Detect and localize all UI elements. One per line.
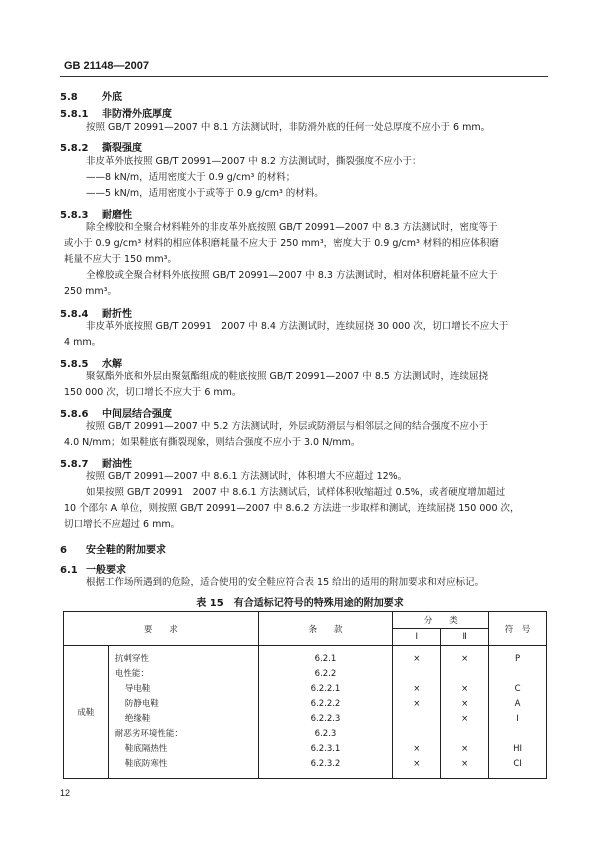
category-i-cell: ×	[413, 654, 421, 664]
paragraph: 非皮革外底按照 GB/T 20991—2007 中 8.2 方法测试时，撕裂强度不应小于：	[86, 156, 422, 167]
heading-title: 中间层结合强度	[102, 409, 172, 420]
paragraph-line: 全橡胶或全聚合材料外底按照 GB/T 20991—2007 中 8.3 方法测试时，相对体积磨耗量不应大于	[86, 270, 498, 281]
category-i-cell	[393, 727, 440, 742]
heading-number: 5.8.6	[60, 409, 89, 420]
requirement-cell: 绝缘鞋	[124, 714, 151, 724]
list-item: ——8 kN/m，适用密度大于 0.9 g/cm³ 的材料；	[86, 172, 296, 183]
clause-cell: 6.2.3.2	[310, 759, 341, 769]
category-i-cell: ×	[413, 699, 421, 709]
heading-5-8-2	[60, 139, 142, 154]
heading-title: 外底	[102, 92, 122, 103]
paragraph: 根据工作场所遇到的危险，适合使用的安全鞋应符合表 15 给出的适用的附加要求和对应标记。	[86, 577, 485, 588]
category-i-cell: ×	[413, 684, 421, 694]
heading-title: 非防滑外底厚度	[102, 109, 172, 120]
heading-5-8-5	[60, 355, 122, 370]
paragraph-line: 4 mm。	[64, 337, 102, 348]
heading-title: 一般要求	[86, 565, 126, 576]
header-category-ii: Ⅱ	[441, 629, 489, 646]
requirement-cell: 鞋底隔热性	[124, 744, 168, 754]
requirements-table	[63, 611, 547, 779]
clause-cell: 6.2.2.3	[310, 714, 341, 724]
heading-number: 5.8	[60, 92, 78, 103]
paragraph-line: 切口增长不应超过 6 mm。	[64, 519, 181, 530]
category-i-cell	[393, 712, 440, 727]
paragraph: 按照 GB/T 20991—2007 中 8.1 方法测试时，非防滑外底的任何一处总厚度不应小于 6 mm。	[86, 122, 491, 133]
heading-5-8-3	[60, 206, 132, 221]
clause-cell: 6.2.2	[314, 669, 337, 679]
paragraph-line: 聚氨酯外底和外层由聚氨酯组成的鞋底按照 GB/T 20991—2007 中 8.5 方法测试时，连续屈挠	[86, 371, 488, 382]
category-i-cell: ×	[413, 744, 421, 754]
table-caption: 表 15 有合适标记符号的特殊用途的附加要求	[196, 598, 404, 609]
paragraph-line: 耗量不应大于 150 mm³。	[64, 254, 177, 265]
group-label: 成鞋	[64, 646, 109, 779]
header-symbol: 符 号	[489, 612, 547, 646]
symbol-column	[489, 646, 547, 779]
clause-cell: 6.2.3.1	[310, 744, 341, 754]
heading-6-1	[60, 561, 126, 576]
category-ii-column	[441, 646, 489, 779]
heading-5-8-1	[60, 105, 172, 120]
standard-code: GB 21148—2007	[64, 60, 150, 72]
heading-number: 5.8.2	[60, 143, 89, 154]
paragraph-line: 150 000 次，切口增长不应大于 6 mm。	[64, 387, 242, 398]
requirement-cell: 鞋底防寒性	[124, 759, 168, 769]
heading-number: 5.8.5	[60, 359, 89, 370]
symbol-cell	[489, 667, 546, 682]
category-ii-cell	[441, 727, 488, 742]
heading-title: 耐油性	[102, 459, 132, 470]
header-category-i: Ⅰ	[393, 629, 441, 646]
header-rule	[60, 76, 548, 77]
category-ii-cell: ×	[461, 699, 469, 709]
header-category: 分 类	[393, 612, 489, 629]
heading-number: 6.1	[60, 565, 78, 576]
paragraph-line: 或小于 0.9 g/cm³ 材料的相应体积磨耗量不应大于 250 mm³，密度大于 0.9 g/cm³ 材料的相应体积磨	[64, 238, 499, 249]
category-ii-cell: ×	[461, 759, 469, 769]
symbol-cell: C	[514, 684, 521, 694]
symbol-cell	[489, 727, 546, 742]
requirement-cell: 耐恶劣环境性能：	[114, 729, 183, 739]
category-ii-cell: ×	[461, 654, 469, 664]
heading-number: 6	[60, 545, 67, 556]
heading-number: 5.8.3	[60, 210, 89, 221]
paragraph: 按照 GB/T 20991—2007 中 8.6.1 方法测试时，体积增大不应超过 12%。	[86, 471, 408, 482]
paragraph-line: 如果按照 GB/T 20991 2007 中 8.6.1 方法测试后，试样体积收缩超过 0.5%，或者硬度增加超过	[86, 487, 506, 498]
category-i-cell: ×	[413, 759, 421, 769]
category-i-cell	[393, 667, 440, 682]
header-clause: 条 款	[258, 612, 393, 646]
requirement-cell: 电性能：	[114, 669, 149, 679]
heading-title: 安全鞋的附加要求	[86, 545, 166, 556]
heading-5-8	[60, 88, 122, 103]
heading-number: 5.8.7	[60, 459, 89, 470]
clause-cell: 6.2.1	[314, 654, 337, 664]
heading-title: 耐磨性	[102, 210, 132, 221]
heading-title: 耐折性	[102, 309, 132, 320]
category-ii-cell: ×	[461, 684, 469, 694]
heading-title: 撕裂强度	[102, 143, 142, 154]
clause-cell: 6.2.3	[314, 729, 337, 739]
clause-cell: 6.2.2.2	[310, 699, 341, 709]
clause-column	[258, 646, 393, 779]
list-item: ——5 kN/m，适用密度小于或等于 0.9 g/cm³ 的材料。	[86, 188, 324, 199]
heading-5-8-6	[60, 405, 172, 420]
heading-5-8-4	[60, 305, 132, 320]
heading-5-8-7	[60, 455, 132, 470]
symbol-cell: A	[514, 699, 521, 709]
symbol-cell: P	[514, 654, 521, 664]
page-number: 12	[60, 788, 71, 798]
symbol-cell: CI	[513, 759, 522, 769]
paragraph-line: 除全橡胶和全聚合材料鞋外的非皮革外底按照 GB/T 20991—2007 中 8.3 方法测试时，密度等于	[86, 222, 498, 233]
heading-6	[60, 541, 166, 556]
symbol-cell: I	[516, 714, 519, 724]
paragraph-line: 4.0 N/mm；如果鞋底有撕裂现象，则结合强度不应小于 3.0 N/mm。	[64, 437, 361, 448]
category-i-column	[393, 646, 441, 779]
requirement-cell: 防静电鞋	[124, 699, 159, 709]
heading-number: 5.8.1	[60, 109, 89, 120]
header-requirement: 要 求	[64, 612, 259, 646]
clause-cell: 6.2.2.1	[310, 684, 341, 694]
requirement-column	[108, 646, 258, 779]
heading-number: 5.8.4	[60, 309, 89, 320]
paragraph-line: 按照 GB/T 20991—2007 中 5.2 方法测试时，外层或防滑层与相邻层之间的结合强度不应小于	[86, 421, 488, 432]
heading-title: 水解	[102, 359, 122, 370]
paragraph-line: 10 个邵尔 A 单位，则按照 GB/T 20991—2007 中 8.6.2 方法进一步取样和测试，连续屈挠 150 000 次，	[64, 503, 520, 514]
paragraph-line: 非皮革外底按照 GB/T 20991 2007 中 8.4 方法测试时，连续屈挠 30 000 次，切口增长不应大于	[86, 321, 509, 332]
requirement-cell: 抗刺穿性	[114, 654, 149, 664]
category-ii-cell	[441, 667, 488, 682]
symbol-cell: HI	[513, 744, 522, 754]
paragraph-line: 250 mm³。	[64, 286, 117, 297]
category-ii-cell: ×	[461, 744, 469, 754]
category-ii-cell: ×	[461, 714, 469, 724]
requirement-cell: 导电鞋	[124, 684, 151, 694]
